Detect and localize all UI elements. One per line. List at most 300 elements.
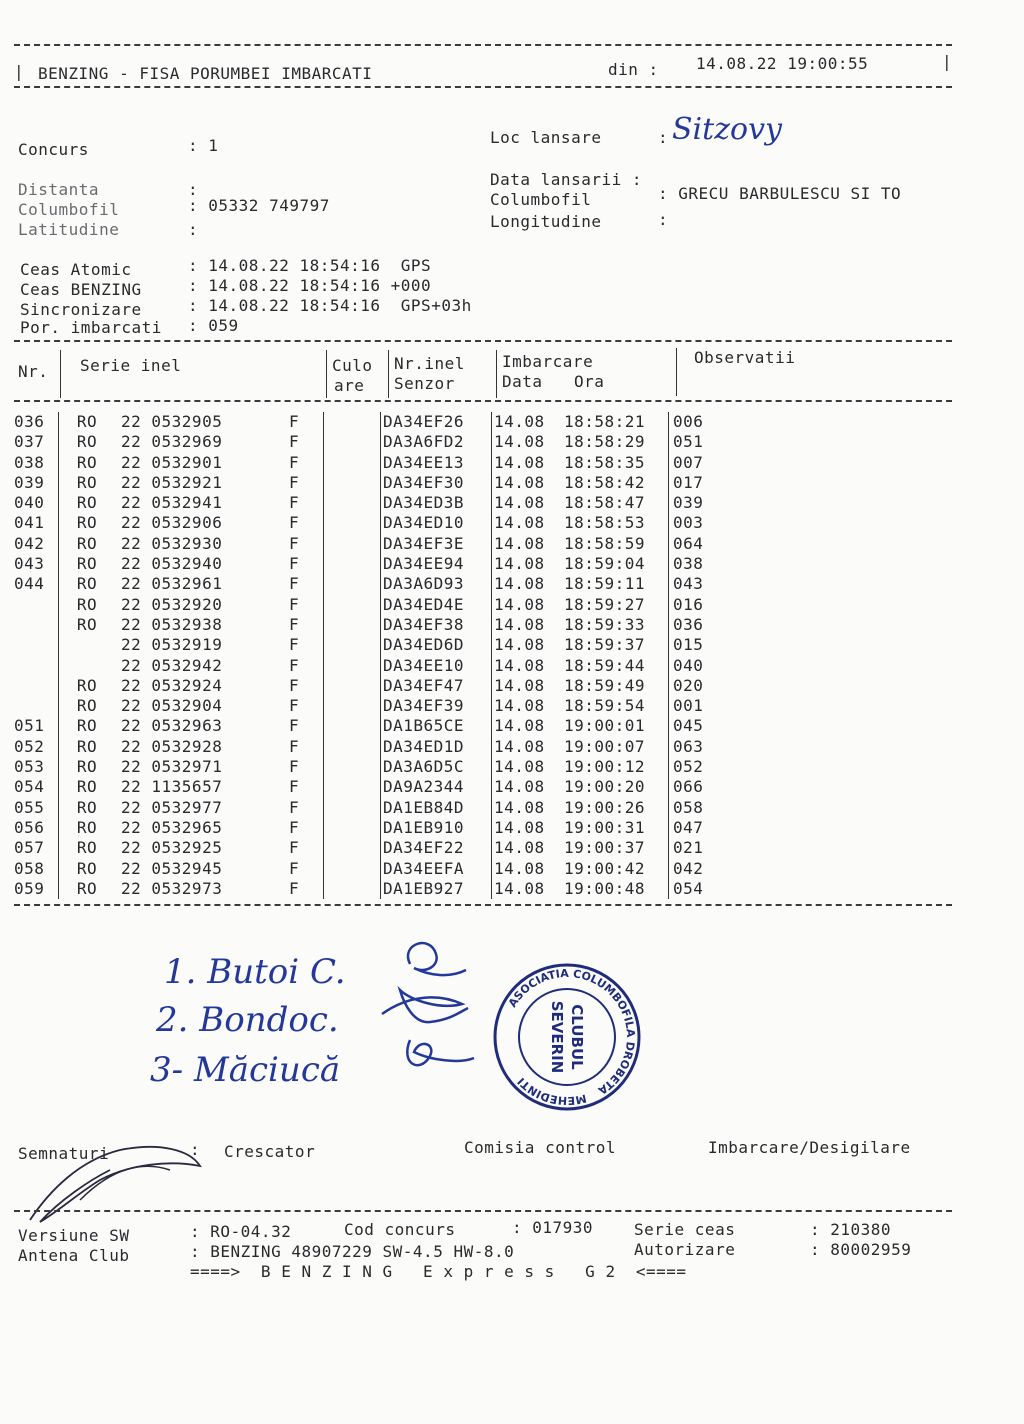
columbofil-name-label: Columbofil — [490, 190, 592, 209]
row-date: 14.08 — [494, 533, 545, 553]
col-divider — [496, 350, 497, 398]
row-observatii: 047 — [673, 817, 704, 837]
row-date: 14.08 — [494, 696, 545, 716]
row-sensor-id: DA3A6D5C — [381, 757, 492, 777]
row-date: 14.08 — [494, 574, 545, 594]
table-row — [14, 473, 703, 493]
table-row — [14, 716, 703, 736]
row-date: 14.08 — [494, 777, 545, 797]
row-ring-serial: 22 0532930 — [121, 533, 223, 553]
table-row — [14, 513, 703, 533]
row-sensor-id: DA34EF47 — [381, 676, 492, 696]
row-nr: 037 — [14, 432, 59, 452]
stamp-center-line1: CLUBUL — [568, 1004, 586, 1070]
row-observatii: 003 — [673, 513, 704, 533]
row-date: 14.08 — [494, 716, 545, 736]
commission-member-1: 1. Butoi C. — [164, 952, 346, 992]
row-ring-serial: 22 0532921 — [121, 472, 223, 492]
col-ora-header: Ora — [574, 372, 605, 391]
row-sensor-id: DA1EB84D — [381, 798, 492, 818]
row-sensor-id: DA34EF30 — [381, 473, 492, 493]
table-row — [14, 574, 703, 594]
col-nr-inel-header-2: Senzor — [394, 374, 455, 393]
row-sensor-id: DA3A6FD2 — [381, 432, 492, 452]
row-ring-serial: 22 0532924 — [121, 675, 223, 695]
row-observatii: 001 — [673, 696, 704, 716]
row-culoare — [324, 838, 381, 858]
row-sensor-id: DA34EF39 — [381, 696, 492, 716]
row-country: RO — [76, 614, 98, 634]
row-date: 14.08 — [494, 878, 545, 898]
col-culoare-header-2: are — [334, 376, 365, 395]
semnaturi-colon: : — [190, 1140, 201, 1159]
row-time: 18:58:42 — [564, 473, 669, 493]
din-label: din : — [608, 60, 659, 79]
row-ring-serial: 22 0532961 — [121, 574, 223, 594]
row-nr — [14, 696, 59, 716]
col-divider — [676, 348, 677, 396]
row-sex: F — [289, 574, 300, 594]
row-time: 19:00:42 — [564, 859, 669, 879]
row-date: 14.08 — [494, 655, 545, 675]
row-observatii: 039 — [673, 493, 704, 513]
table-row — [14, 432, 703, 452]
row-sex: F — [289, 472, 300, 492]
row-culoare — [324, 818, 381, 838]
row-time: 19:00:37 — [564, 838, 669, 858]
antena-label: Antena Club — [18, 1246, 130, 1265]
ceas-benzing-label: Ceas BENZING — [20, 280, 142, 299]
row-sex: F — [289, 432, 300, 452]
distanta-value: : — [188, 180, 199, 199]
row-date: 14.08 — [494, 858, 545, 878]
row-nr — [14, 635, 59, 655]
row-nr: 042 — [14, 534, 59, 554]
row-observatii: 007 — [673, 452, 704, 472]
document-title: BENZING - FISA PORUMBEI IMBARCATI — [38, 64, 373, 83]
row-observatii: 040 — [673, 655, 704, 675]
row-observatii: 017 — [673, 472, 704, 492]
table-row — [14, 798, 703, 818]
stamp-center-line2: SEVERIN — [548, 1000, 566, 1074]
header-right-bar: | — [942, 52, 953, 71]
row-sensor-id: DA1EB927 — [381, 879, 492, 899]
table-row — [14, 453, 703, 473]
row-date: 14.08 — [494, 594, 545, 614]
row-ring-serial: 22 0532945 — [121, 858, 223, 878]
ceas-atomic-value: : 14.08.22 18:54:16 GPS — [188, 256, 432, 275]
serie-ceas-label: Serie ceas — [634, 1220, 736, 1239]
row-nr: 056 — [14, 818, 59, 838]
table-row — [14, 777, 703, 797]
row-culoare — [324, 412, 381, 432]
row-country: RO — [76, 432, 98, 452]
columbofil-code: : 05332 749797 — [188, 196, 330, 215]
row-culoare — [324, 859, 381, 879]
commission-signatures — [370, 934, 490, 1084]
row-time: 18:59:44 — [564, 656, 669, 676]
row-country: RO — [76, 736, 98, 756]
row-sex: F — [289, 412, 300, 431]
col-imbarcare-header: Imbarcare — [502, 352, 594, 371]
table-row — [14, 676, 703, 696]
row-observatii: 054 — [673, 878, 704, 898]
row-sensor-id: DA3A6D93 — [381, 574, 492, 594]
row-time: 18:59:04 — [564, 554, 669, 574]
row-country: RO — [76, 452, 98, 472]
row-sex: F — [289, 533, 300, 553]
row-country: RO — [76, 412, 98, 431]
concurs-value: : 1 — [188, 136, 219, 155]
row-ring-serial: 22 0532942 — [121, 655, 223, 675]
columbofil-name-value: : GRECU BARBULESCU SI TO — [658, 184, 902, 203]
row-sensor-id: DA1B65CE — [381, 716, 492, 736]
row-sensor-id: DA34ED3B — [381, 493, 492, 513]
row-sensor-id: DA34ED4E — [381, 595, 492, 615]
row-date: 14.08 — [494, 513, 545, 533]
latitudine-value: : — [188, 220, 199, 239]
row-sensor-id: DA34EE10 — [381, 656, 492, 676]
row-ring-serial: 22 0532928 — [121, 736, 223, 756]
row-country — [59, 635, 116, 655]
row-culoare — [324, 534, 381, 554]
row-observatii: 066 — [673, 777, 704, 797]
row-date: 14.08 — [494, 797, 545, 817]
row-date: 14.08 — [494, 452, 545, 472]
row-culoare — [324, 493, 381, 513]
row-observatii: 020 — [673, 675, 704, 695]
row-nr: 044 — [14, 574, 59, 594]
col-divider — [60, 350, 61, 398]
footer-top-rule — [14, 1210, 952, 1212]
row-nr: 058 — [14, 859, 59, 879]
versiune-value: : RO-04.32 — [190, 1222, 292, 1241]
row-country: RO — [76, 757, 98, 777]
row-time: 18:59:11 — [564, 574, 669, 594]
row-country: RO — [76, 513, 98, 533]
row-sex: F — [289, 675, 300, 695]
col-serie-inel-header: Serie inel — [80, 356, 182, 375]
row-time: 19:00:31 — [564, 818, 669, 838]
autorizare-label: Autorizare — [634, 1240, 736, 1259]
commission-member-2: 2. Bondoc. — [156, 1000, 339, 1040]
row-sex: F — [289, 696, 300, 716]
table-header-rule — [14, 400, 952, 402]
row-date: 14.08 — [494, 675, 545, 695]
versiune-label: Versiune SW — [18, 1226, 130, 1245]
row-ring-serial: 22 0532941 — [121, 493, 223, 513]
row-sex: F — [289, 513, 300, 533]
row-sensor-id: DA34EF3E — [381, 534, 492, 554]
row-observatii: 064 — [673, 533, 704, 553]
row-time: 19:00:20 — [564, 777, 669, 797]
row-country: RO — [76, 838, 98, 858]
row-sensor-id: DA34EEFA — [381, 859, 492, 879]
row-sex: F — [289, 757, 300, 777]
row-culoare — [324, 635, 381, 655]
row-ring-serial: 22 0532925 — [121, 838, 223, 858]
row-time: 18:58:53 — [564, 513, 669, 533]
table-row — [14, 493, 703, 513]
row-culoare — [324, 453, 381, 473]
row-date: 14.08 — [494, 614, 545, 634]
row-nr: 041 — [14, 513, 59, 533]
row-ring-serial: 22 0532905 — [121, 412, 223, 431]
row-country: RO — [76, 594, 98, 614]
row-culoare — [324, 473, 381, 493]
row-culoare — [324, 676, 381, 696]
row-observatii: 006 — [673, 412, 704, 431]
breeder-signature — [20, 1130, 220, 1230]
club-stamp — [492, 962, 642, 1112]
row-culoare — [324, 656, 381, 676]
row-sex: F — [289, 777, 300, 797]
row-ring-serial: 22 0532901 — [121, 452, 223, 472]
row-date: 14.08 — [494, 635, 545, 655]
col-divider — [388, 350, 389, 398]
row-sensor-id: DA34ED10 — [381, 513, 492, 533]
row-sex: F — [289, 594, 300, 614]
row-nr: 043 — [14, 554, 59, 574]
row-nr: 052 — [14, 737, 59, 757]
row-observatii: 063 — [673, 736, 704, 756]
row-observatii: 058 — [673, 797, 704, 817]
row-country: RO — [76, 858, 98, 878]
row-country: RO — [76, 472, 98, 492]
data-lansarii-label: Data lansarii : — [490, 170, 642, 189]
crescator-label: Crescator — [224, 1142, 316, 1161]
print-timestamp: 14.08.22 19:00:55 — [696, 54, 869, 73]
row-date: 14.08 — [494, 412, 545, 431]
row-observatii: 038 — [673, 554, 704, 574]
latitudine-label: Latitudine — [18, 220, 120, 239]
row-sex: F — [289, 452, 300, 472]
table-row — [14, 879, 703, 899]
row-culoare — [324, 554, 381, 574]
row-sex: F — [289, 838, 300, 858]
loc-lansare-label: Loc lansare — [490, 128, 602, 147]
row-nr: 054 — [14, 777, 59, 797]
row-sex: F — [289, 736, 300, 756]
row-nr: 039 — [14, 473, 59, 493]
row-nr: 040 — [14, 493, 59, 513]
longitudine-label: Longitudine — [490, 212, 602, 231]
col-divider — [326, 350, 327, 398]
row-ring-serial: 22 1135657 — [121, 777, 223, 797]
semnaturi-label: Semnaturi — [18, 1144, 110, 1163]
row-observatii: 016 — [673, 594, 704, 614]
row-sex: F — [289, 797, 300, 817]
por-imbarcati-value: : 059 — [188, 316, 239, 335]
table-row — [14, 859, 703, 879]
table-top-rule — [14, 340, 952, 342]
row-country: RO — [76, 777, 98, 797]
table-row — [14, 696, 703, 716]
sincronizare-label: Sincronizare — [20, 300, 142, 319]
distanta-label: Distanta — [18, 180, 100, 199]
row-ring-serial: 22 0532906 — [121, 513, 223, 533]
row-date: 14.08 — [494, 432, 545, 452]
row-time: 18:58:59 — [564, 534, 669, 554]
row-culoare — [324, 716, 381, 736]
row-sensor-id: DA34EF26 — [381, 412, 492, 432]
header-bottom-rule — [14, 86, 952, 88]
row-time: 18:58:21 — [564, 412, 669, 432]
cod-concurs-value: : 017930 — [512, 1218, 594, 1237]
row-sex: F — [289, 554, 300, 574]
row-culoare — [324, 574, 381, 594]
row-culoare — [324, 432, 381, 452]
row-culoare — [324, 798, 381, 818]
por-imbarcati-label: Por. imbarcati — [20, 318, 162, 337]
row-country — [59, 656, 116, 676]
row-time: 19:00:26 — [564, 798, 669, 818]
row-country: RO — [76, 574, 98, 594]
table-row — [14, 554, 703, 574]
row-country: RO — [76, 533, 98, 553]
row-date: 14.08 — [494, 838, 545, 858]
row-ring-serial: 22 0532920 — [121, 594, 223, 614]
row-time: 19:00:01 — [564, 716, 669, 736]
table-row — [14, 615, 703, 635]
table-bottom-rule — [14, 904, 952, 906]
row-culoare — [324, 777, 381, 797]
row-sensor-id: DA34ED1D — [381, 737, 492, 757]
row-date: 14.08 — [494, 493, 545, 513]
table-row — [14, 737, 703, 757]
table-row — [14, 412, 703, 432]
row-time: 18:58:29 — [564, 432, 669, 452]
row-ring-serial: 22 0532977 — [121, 797, 223, 817]
row-time: 19:00:07 — [564, 737, 669, 757]
svg-text:MEHEDINTI — [515, 1075, 588, 1107]
row-observatii: 051 — [673, 432, 704, 452]
row-nr — [14, 595, 59, 615]
col-nr-header: Nr. — [18, 362, 49, 381]
row-country: RO — [76, 878, 98, 898]
row-sensor-id: DA9A2344 — [381, 777, 492, 797]
row-sex: F — [289, 878, 300, 898]
row-time: 18:58:35 — [564, 453, 669, 473]
row-sex: F — [289, 817, 300, 837]
col-data-header: Data — [502, 372, 543, 391]
row-sensor-id: DA34EF38 — [381, 615, 492, 635]
row-culoare — [324, 615, 381, 635]
table-row — [14, 534, 703, 554]
row-country: RO — [76, 696, 98, 716]
table-row — [14, 595, 703, 615]
header-left-bar: | — [14, 62, 25, 81]
row-sex: F — [289, 716, 300, 736]
row-sex: F — [289, 614, 300, 634]
row-time: 18:59:54 — [564, 696, 669, 716]
col-culoare-header-1: Culo — [332, 356, 373, 375]
row-nr: 057 — [14, 838, 59, 858]
row-time: 18:59:49 — [564, 676, 669, 696]
row-nr — [14, 656, 59, 676]
stamp-side-text: MEHEDINTI — [514, 1074, 588, 1108]
ceas-atomic-label: Ceas Atomic — [20, 260, 132, 279]
row-observatii: 043 — [673, 574, 704, 594]
row-nr — [14, 615, 59, 635]
row-culoare — [324, 513, 381, 533]
sincronizare-value: : 14.08.22 18:54:16 GPS+03h — [188, 296, 472, 315]
autorizare-value: : 80002959 — [810, 1240, 912, 1259]
table-row — [14, 635, 703, 655]
col-observatii-header: Observatii — [694, 348, 796, 367]
row-time: 18:59:37 — [564, 635, 669, 655]
row-country: RO — [76, 554, 98, 574]
longitudine-value: : — [658, 210, 669, 229]
row-culoare — [324, 757, 381, 777]
row-ring-serial: 22 0532938 — [121, 614, 223, 634]
row-ring-serial: 22 0532969 — [121, 432, 223, 452]
row-observatii: 036 — [673, 614, 704, 634]
row-ring-serial: 22 0532973 — [121, 878, 223, 898]
row-sex: F — [289, 655, 300, 675]
row-culoare — [324, 879, 381, 899]
row-sex: F — [289, 493, 300, 513]
row-sensor-id: DA1EB910 — [381, 818, 492, 838]
row-country: RO — [76, 493, 98, 513]
loc-lansare-handwritten: Sitzovy — [672, 112, 782, 147]
row-sex: F — [289, 635, 300, 655]
row-country: RO — [76, 797, 98, 817]
row-nr: 053 — [14, 757, 59, 777]
row-culoare — [324, 595, 381, 615]
loc-lansare-colon: : — [658, 128, 669, 147]
row-nr: 036 — [14, 412, 59, 432]
row-sensor-id: DA34EE13 — [381, 453, 492, 473]
row-date: 14.08 — [494, 554, 545, 574]
row-country: RO — [76, 675, 98, 695]
pigeons-table — [14, 412, 703, 899]
stamp-outer-text: ASOCIATIA COLUMBOFILA DROBETA — [505, 966, 638, 1098]
row-sensor-id: DA34EE94 — [381, 554, 492, 574]
columbofil-label: Columbofil — [18, 200, 120, 219]
row-date: 14.08 — [494, 757, 545, 777]
table-row — [14, 818, 703, 838]
row-culoare — [324, 696, 381, 716]
row-observatii: 042 — [673, 858, 704, 878]
row-date: 14.08 — [494, 817, 545, 837]
ceas-benzing-value: : 14.08.22 18:54:16 +000 — [188, 276, 432, 295]
row-sensor-id: DA34ED6D — [381, 635, 492, 655]
table-row — [14, 656, 703, 676]
row-nr: 059 — [14, 879, 59, 899]
table-row — [14, 757, 703, 777]
row-ring-serial: 22 0532919 — [121, 635, 223, 655]
row-country: RO — [76, 716, 98, 736]
row-nr: 051 — [14, 716, 59, 736]
table-row — [14, 838, 703, 858]
brand-line: ====> B E N Z I N G E x p r e s s G 2 <==== — [190, 1262, 687, 1281]
row-time: 19:00:48 — [564, 879, 669, 899]
row-observatii: 015 — [673, 635, 704, 655]
commission-member-3: 3- Măciucă — [150, 1050, 341, 1090]
row-nr — [14, 676, 59, 696]
col-nr-inel-header-1: Nr.inel — [394, 354, 465, 373]
row-observatii: 052 — [673, 757, 704, 777]
row-ring-serial: 22 0532940 — [121, 554, 223, 574]
row-sex: F — [289, 858, 300, 878]
row-ring-serial: 22 0532971 — [121, 757, 223, 777]
row-culoare — [324, 737, 381, 757]
imbarcare-desigilare-label: Imbarcare/Desigilare — [708, 1138, 911, 1157]
row-sensor-id: DA34EF22 — [381, 838, 492, 858]
antena-value: : BENZING 48907229 SW-4.5 HW-8.0 — [190, 1242, 515, 1261]
row-country: RO — [76, 817, 98, 837]
